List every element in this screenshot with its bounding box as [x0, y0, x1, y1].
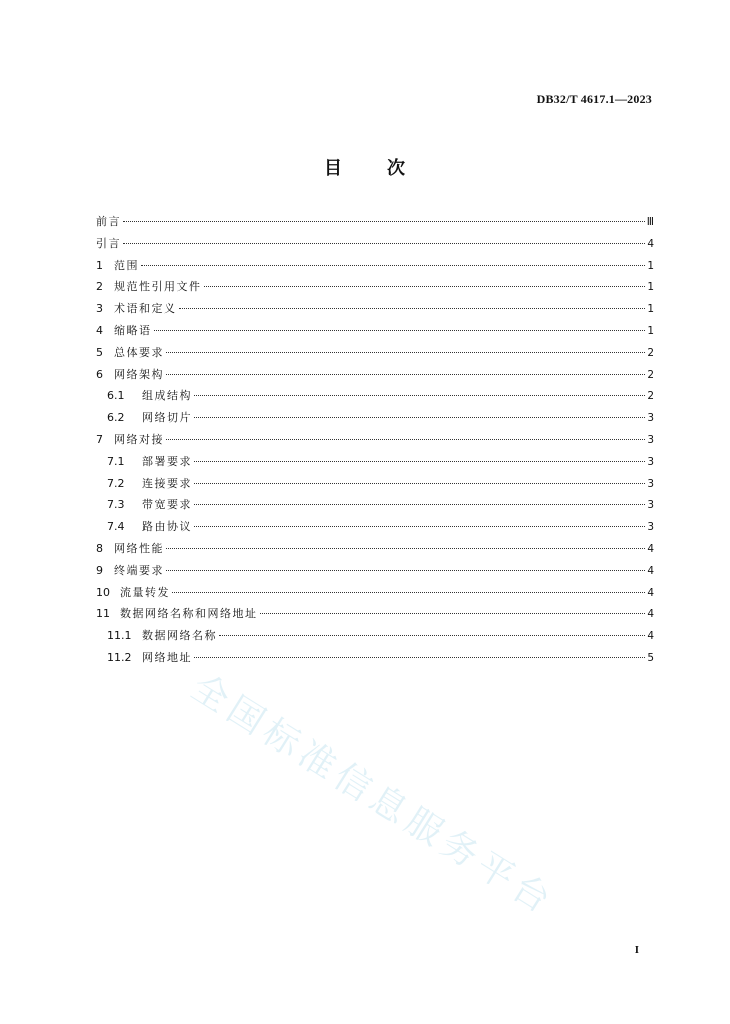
toc-leader-dots: [194, 417, 645, 418]
toc-entry-page: 5: [647, 651, 654, 664]
toc-entry-page: 4: [647, 630, 654, 643]
document-code: DB32/T 4617.1—2023: [536, 92, 652, 106]
toc-entry-label: 路由协议: [142, 520, 192, 534]
toc-entry-label: 网络切片: [142, 411, 192, 425]
toc-leader-dots: [194, 526, 645, 527]
toc-leader-dots: [166, 570, 645, 571]
table-of-contents: [96, 211, 654, 669]
toc-entry[interactable]: [96, 625, 654, 647]
toc-entry-page: 4: [647, 564, 654, 577]
toc-entry-number: 2: [96, 280, 103, 294]
toc-leader-dots: [194, 504, 645, 505]
toc-entry-label: 网络对接: [114, 432, 164, 446]
toc-entry-page: 2: [647, 346, 654, 359]
toc-entry[interactable]: [96, 364, 654, 386]
toc-entry-number: 11.2: [107, 650, 132, 664]
toc-entry[interactable]: [96, 647, 654, 669]
toc-entry-page: 3: [647, 477, 654, 490]
toc-entry-page: 1: [647, 259, 654, 272]
toc-entry-page: 3: [647, 412, 654, 425]
toc-leader-dots: [179, 308, 646, 309]
watermark: 全国标准信息服务平台: [184, 666, 562, 925]
toc-entry[interactable]: [96, 429, 654, 451]
toc-entry[interactable]: [96, 342, 654, 364]
toc-entry-page: 1: [647, 281, 654, 294]
toc-entry[interactable]: [96, 516, 654, 538]
toc-leader-dots: [166, 352, 645, 353]
toc-entry-label: 引言: [96, 236, 121, 250]
toc-entry[interactable]: [96, 473, 654, 495]
toc-entry-page: 2: [647, 390, 654, 403]
toc-entry[interactable]: [96, 603, 654, 625]
toc-entry-number: 7.1: [107, 454, 125, 468]
toc-entry-number: 7: [96, 432, 103, 446]
toc-entry-label: 前言: [96, 215, 121, 228]
toc-entry-page: 4: [647, 237, 654, 250]
toc-entry[interactable]: [96, 451, 654, 473]
toc-entry-label: 网络地址: [142, 650, 192, 664]
toc-entry[interactable]: [96, 276, 654, 298]
toc-entry-label: 规范性引用文件: [114, 280, 202, 294]
toc-entry-number: 7.4: [107, 520, 125, 534]
toc-leader-dots: [154, 330, 646, 331]
toc-entry-label: 带宽要求: [142, 498, 192, 512]
toc-entry-label: 连接要求: [142, 476, 192, 490]
toc-leader-dots: [166, 439, 645, 440]
toc-entry[interactable]: [96, 320, 654, 342]
toc-entry-label: 部署要求: [142, 454, 192, 468]
toc-entry-page: 1: [647, 324, 654, 337]
toc-entry[interactable]: [96, 255, 654, 277]
toc-leader-dots: [194, 657, 645, 658]
toc-entry-page: 3: [647, 433, 654, 446]
toc-leader-dots: [194, 395, 645, 396]
toc-leader-dots: [172, 592, 645, 593]
toc-leader-dots: [166, 548, 645, 549]
toc-entry-label: 范围: [114, 258, 139, 272]
page-number: I: [634, 944, 639, 956]
toc-entry-page: Ⅲ: [646, 216, 654, 228]
toc-entry-page: 2: [647, 368, 654, 381]
toc-leader-dots: [141, 265, 645, 266]
toc-entry-number: 6: [96, 367, 103, 381]
toc-entry-page: 4: [647, 542, 654, 555]
toc-leader-dots: [194, 461, 645, 462]
toc-entry-number: 4: [96, 323, 103, 337]
toc-leader-dots: [166, 374, 645, 375]
toc-title-char-2: 次: [387, 158, 406, 179]
toc-title-char-1: 目: [324, 158, 343, 179]
toc-entry-label: 流量转发: [120, 585, 170, 599]
toc-entry-number: 8: [96, 541, 103, 555]
toc-entry-number: 11: [96, 607, 110, 621]
toc-entry-page: 4: [647, 586, 654, 599]
toc-leader-dots: [219, 635, 645, 636]
toc-entry-number: 11.1: [107, 629, 132, 643]
toc-entry-label: 数据网络名称和网络地址: [120, 607, 258, 621]
toc-entry-number: 6.1: [107, 389, 125, 403]
toc-entry-number: 10: [96, 585, 110, 599]
toc-entry-page: 3: [647, 455, 654, 468]
toc-entry-number: 3: [96, 302, 103, 316]
toc-entry-page: 3: [647, 521, 654, 534]
toc-title: [0, 154, 730, 180]
toc-entry[interactable]: [96, 407, 654, 429]
toc-entry-label: 组成结构: [142, 389, 192, 403]
toc-entry-label: 网络性能: [114, 541, 164, 555]
toc-leader-dots: [204, 286, 646, 287]
toc-entry-label: 总体要求: [114, 345, 164, 359]
toc-entry-label: 网络架构: [114, 367, 164, 381]
toc-entry-number: 1: [96, 258, 103, 272]
toc-entry-number: 6.2: [107, 411, 125, 425]
toc-entry-number: 7.2: [107, 476, 125, 490]
toc-leader-dots: [260, 613, 646, 614]
toc-entry-page: 3: [647, 499, 654, 512]
toc-leader-dots: [123, 221, 645, 222]
toc-entry[interactable]: [96, 385, 654, 407]
toc-entry[interactable]: [96, 494, 654, 516]
toc-entry-label: 缩略语: [114, 323, 152, 337]
toc-entry[interactable]: [96, 560, 654, 582]
toc-entry-page: 1: [647, 303, 654, 316]
toc-leader-dots: [194, 483, 645, 484]
toc-entry[interactable]: [96, 298, 654, 320]
toc-entry-number: 9: [96, 563, 103, 577]
toc-entry[interactable]: [96, 538, 654, 560]
toc-entry[interactable]: [96, 582, 654, 604]
toc-entry-label: 终端要求: [114, 563, 164, 577]
toc-entry-label: 术语和定义: [114, 302, 177, 316]
toc-entry-label: 数据网络名称: [142, 629, 217, 643]
toc-entry-number: 5: [96, 345, 103, 359]
toc-entry-page: 4: [647, 608, 654, 621]
toc-entry[interactable]: [96, 211, 654, 233]
toc-entry-number: 7.3: [107, 498, 125, 512]
toc-leader-dots: [123, 243, 645, 244]
toc-entry[interactable]: [96, 233, 654, 255]
